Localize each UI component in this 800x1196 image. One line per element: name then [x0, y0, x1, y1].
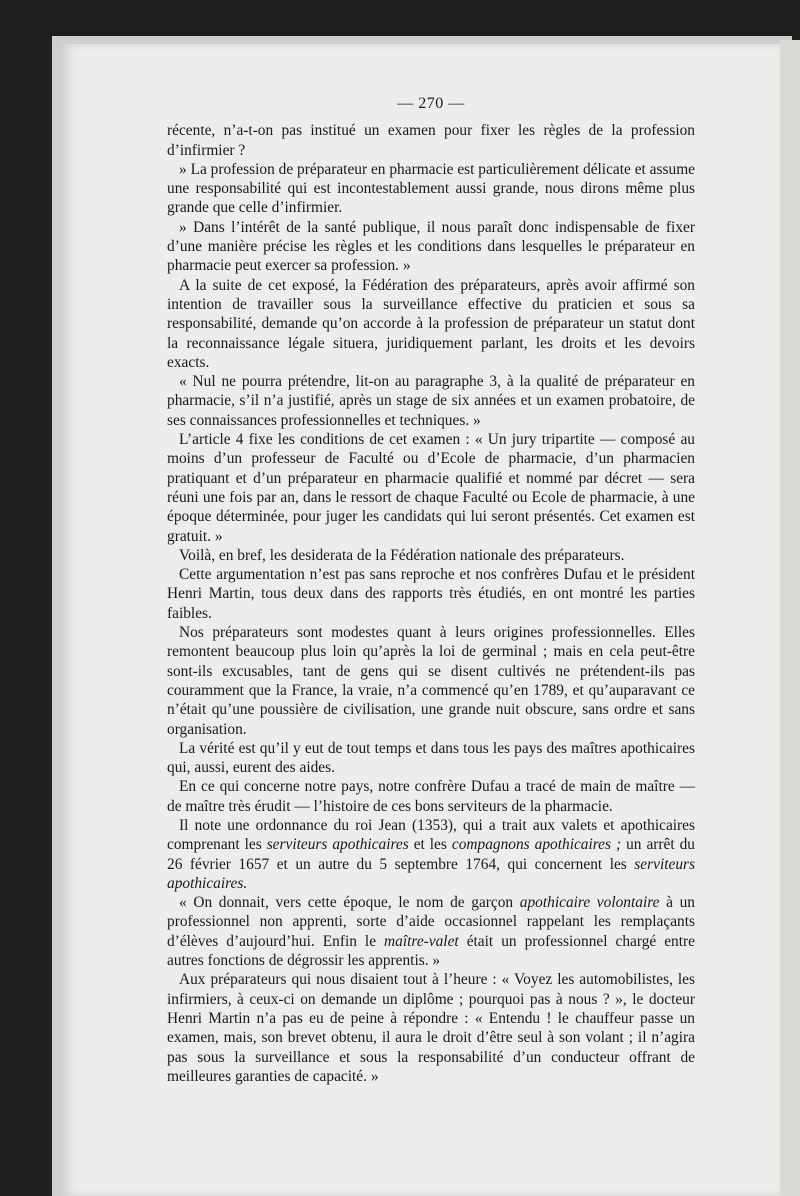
- text-run: et les: [408, 836, 452, 854]
- facing-page-edge: [780, 40, 800, 1196]
- italic-text: maître-valet: [384, 932, 459, 950]
- italic-text: serviteurs apothicaires: [266, 836, 409, 854]
- text-run: ier 1657 et un autre du 5 septembre 1764, qui concernent les: [214, 855, 635, 873]
- paragraph: [167, 546, 695, 565]
- paragraph: [167, 970, 695, 1086]
- text-run: Voilà, en bref, les desiderata de la Fédération nationale des préparateurs.: [179, 546, 625, 564]
- text-run: un arrêt du 26 févr: [167, 836, 695, 873]
- text-run: La vérité est qu’il y eut de tout temps et dans tous les pays des maîtres apothicaires qui, aussi, eurent des aides.: [167, 739, 695, 777]
- paragraph: [167, 777, 695, 816]
- italic-text: serviteurs apothicaires.: [167, 855, 695, 892]
- text-run: Il note une ordonnance du roi Jean (1353), qui a trait aux valets et apothicaires comprenant les: [167, 816, 695, 854]
- text-run: Nos préparateurs sont modestes quant à leurs origines professionnelles. Elles remontent beaucoup plus loin qu’après la loi de germinal ; mais en cela peut-être sont-ils excusables, tant de gens qui se disent cultivés ne prétendent-ils pas couramment que la France, la vraie, n’a commencé qu’en 1789, et qu’auparavant ce n’était qu’une poussière de civilisation, une grande nuit obscure, sans ordre et sans organisation.: [167, 624, 695, 738]
- text-run: récente, n’a-t-on pas institué un examen pour fixer les règles de la profession d’infirmier ?: [167, 122, 695, 159]
- text-run: Aux préparateurs qui nous disaient tout à l’heure : « Voyez les automobilistes, les infirmiers, à ceux-ci on demande un diplôme ; pourquoi pas à nous ? », le docteur Henri Martin n’a pas eu de peine à répondre : « Entendu ! le chauffeur passe un examen, mais, son brevet obtenu, il aura le droit d’être seul à son volant ; il n’agira pas sous la surveillance et sous la responsabilité d’un conducteur offrant de meilleures garanties de capacité. »: [167, 971, 695, 1085]
- paragraph: [167, 565, 695, 623]
- text-run: » La profession de préparateur en pharmacie est particulièrement délicate et assume une responsabilité qui est incontestablement aussi grande, nous dirons même plus grande que celle d’infirmier.: [167, 160, 695, 217]
- text-run: En ce qui concerne notre pays, notre confrère Dufau a tracé de main de maître — de maître très érudit — l’histoire de ces bons serviteurs de la pharmacie.: [167, 778, 695, 815]
- text-run: A la suite de cet exposé, la Fédération des préparateurs, après avoir affirmé son intention de travailler sous la surveillance effective du praticien et sous sa responsabilité, demande qu’on accorde à la profession de préparateur un statut dont la reconnaissance légale situera, juridiquement parlant, les droits et les devoirs exacts.: [167, 276, 695, 371]
- text-run: « On donnait, vers cette époque, le nom de garçon: [179, 894, 520, 912]
- paragraph: [167, 623, 695, 739]
- text-run: Cette argumentation n’est pas sans reproche et nos confrères Dufau et le président Henri Martin, tous deux dans des rapports très étudiés, en ont montré les parties faibles.: [167, 566, 695, 622]
- text-run: à un professionnel non apprenti, sorte d’aide occasionnel rappelant les remplaçants d’élèves d’aujourd’hui. Enfin le: [167, 894, 696, 950]
- italic-text: apothicaire volontaire: [519, 894, 660, 912]
- body-text: [167, 121, 695, 1086]
- paragraph: [167, 276, 695, 372]
- paragraph: [167, 893, 695, 970]
- paragraph: [167, 121, 695, 160]
- text-run: « Nul ne pourra prétendre, lit-on au paragraphe 3, à la qualité de préparateur en pharmacie, s’il n’a justifié, après un stage de six années et un examen probatoire, de ses connaissances professionnelles et techniques. »: [167, 373, 695, 429]
- text-run: était un professionnel chargé entre autres fonctions de dégrossir les apprentis. »: [167, 932, 695, 970]
- paragraph: [167, 372, 695, 430]
- text-run: L’article 4 fixe les conditions de cet examen : « Un jury tripartite — composé au moins d’un professeur de Faculté ou d’Ecole de pharmacie, d’un pharmacien pratiquant et d’un préparateur en pharmacie qualifié et nommé par décret — sera réuni une fois par an, dans le ressort de chaque Faculté ou Ecole de pharmacie, à une époque déterminée, pour juger les candidats qui lui seront présentés. Cet examen est gratuit. »: [167, 431, 695, 545]
- paragraph: [167, 218, 695, 276]
- italic-text: compagnons apothicaires ;: [451, 836, 622, 854]
- paragraph: [167, 816, 695, 893]
- text-run: » Dans l’intérêt de la santé publique, il nous paraît donc indispensable de fixer d’une manière précise les règles et les conditions dans lesquelles le préparateur en pharmacie peut exercer sa profession. »: [167, 218, 695, 275]
- page-text: [167, 94, 695, 1086]
- paragraph: [167, 430, 695, 546]
- paragraph: [167, 160, 695, 218]
- paragraph: [167, 739, 695, 778]
- page-number: — 270 —: [397, 95, 465, 112]
